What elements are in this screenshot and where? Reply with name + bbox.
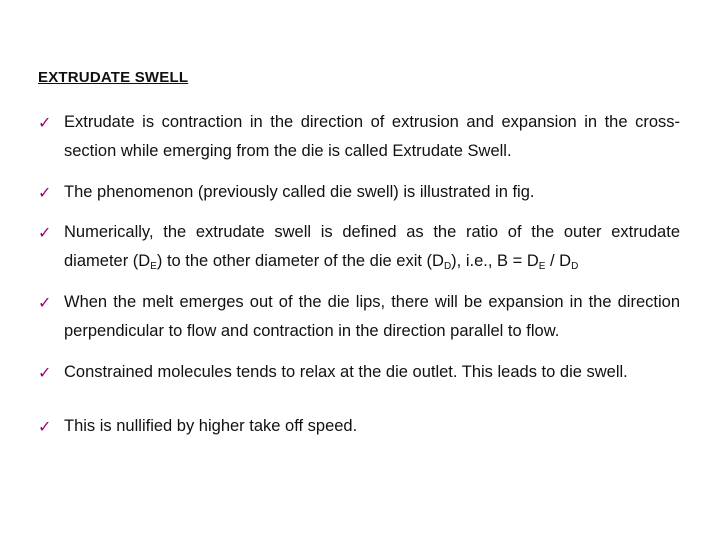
check-icon: ✓ xyxy=(38,223,52,242)
bullet-item xyxy=(38,358,680,387)
formula-text: Numerically, the extrudate swell is defined as the ratio of the outer extrudate diameter (D xyxy=(64,223,680,270)
bullet-item xyxy=(38,288,680,346)
subscript-d: D xyxy=(571,261,579,272)
check-icon: ✓ xyxy=(38,183,52,202)
bullet-text: When the melt emerges out of the die lips, there will be expansion in the direction perpendicular to flow and contraction in the direction parallel to flow. xyxy=(64,293,680,340)
formula-text: ) to the other diameter of the die exit (D xyxy=(156,252,444,270)
bullet-item xyxy=(38,108,680,166)
check-icon: ✓ xyxy=(38,293,52,312)
slide-heading: EXTRUDATE SWELL xyxy=(38,69,189,86)
check-icon: ✓ xyxy=(38,417,52,436)
bullet-item xyxy=(38,412,680,441)
bullet-text: This is nullified by higher take off speed. xyxy=(64,417,358,435)
subscript-d: D xyxy=(443,261,452,272)
bullet-text-formula xyxy=(64,218,680,276)
bullet-item xyxy=(38,178,680,207)
formula-text: ), i.e., B = D xyxy=(451,252,539,270)
bullet-text: The phenomenon (previously called die swell) is illustrated in fig. xyxy=(64,183,535,201)
subscript-e: E xyxy=(538,261,546,272)
formula-text: / D xyxy=(545,252,572,270)
bullet-text: Constrained molecules tends to relax at the die outlet. This leads to die swell. xyxy=(64,363,628,381)
check-icon: ✓ xyxy=(38,363,52,382)
bullet-item xyxy=(38,218,680,276)
check-icon: ✓ xyxy=(38,113,52,132)
subscript-e: E xyxy=(150,261,157,272)
bullet-list xyxy=(38,108,680,441)
bullet-text: Extrudate is contraction in the direction of extrusion and expansion in the cross-section while emerging from the die is called Extrudate Swell. xyxy=(64,113,680,160)
